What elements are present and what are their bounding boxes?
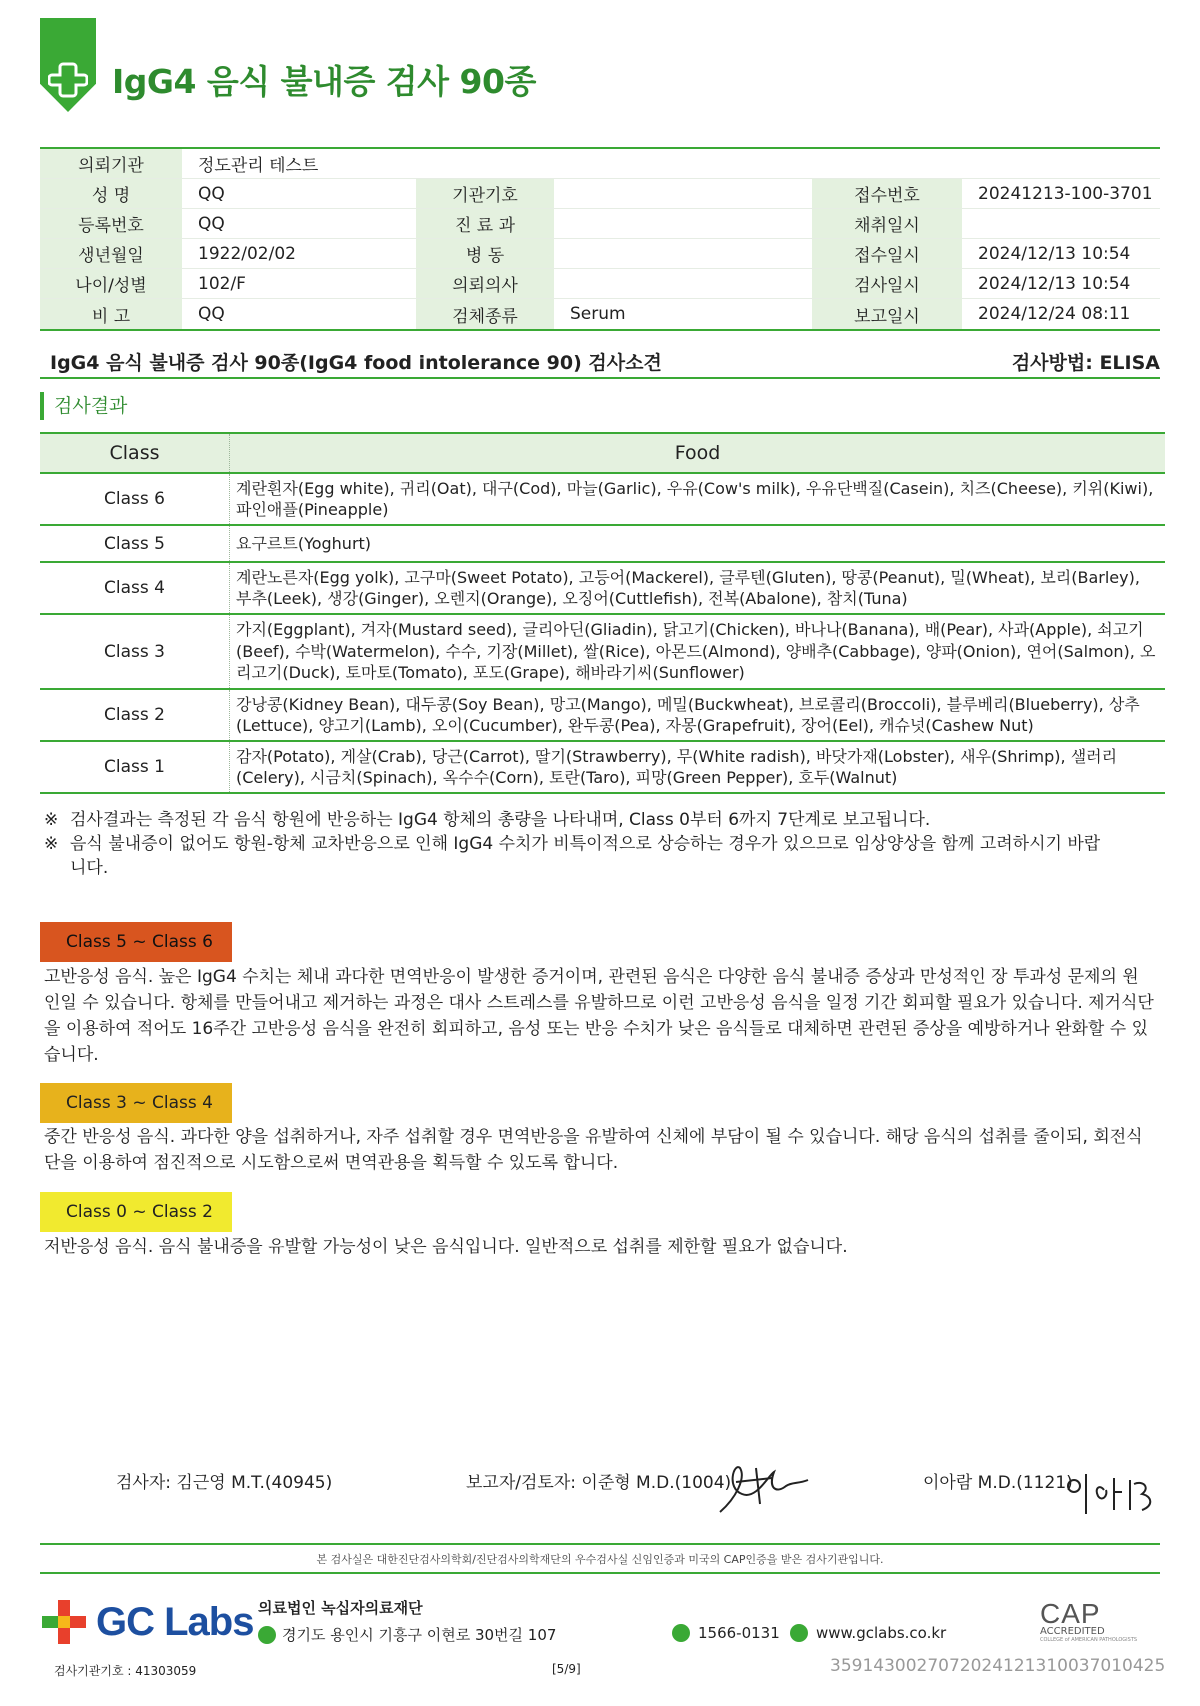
doctor-signature <box>1064 1470 1160 1518</box>
age-sex-value: 102/F <box>198 273 246 294</box>
report-time-label: 보고일시 <box>812 299 962 329</box>
reviewer-signature-label: 보고자/검토자: 이준형 M.D.(1004) <box>466 1473 732 1493</box>
table-row <box>40 474 1165 526</box>
institution-code: 검사기관기호 : 41303059 <box>54 1664 197 1678</box>
cap-accredited-text: ACCREDITED <box>1040 1626 1105 1637</box>
page-number: [5/9] <box>552 1662 581 1676</box>
receipt-number-label: 접수번호 <box>812 179 962 208</box>
cap-college-text: COLLEGE of AMERICAN PATHOLOGISTS <box>1040 1637 1138 1643</box>
food-cell: 강낭콩(Kidney Bean), 대두콩(Soy Bean), 망고(Mango), 메밀(Buckwheat), 브로콜리(Broccoli), 블루베리(Blueberry), 상추(Lettuce), 양고기(Lamb), 오이(Cucumber), 완두콩(Pea), 자몽(Grapefruit), 장어(Eel), 캐슈넛(Cashew Nut) <box>236 694 1140 735</box>
website[interactable] <box>790 1624 946 1642</box>
info-row <box>40 299 1160 329</box>
class-0-2-description: 저반응성 음식. 음식 불내증을 유발할 가능성이 낮은 음식입니다. 일반적으로 섭취를 제한할 필요가 없습니다. <box>44 1237 848 1257</box>
class-cell: Class 5 <box>40 526 230 561</box>
registration-value: QQ <box>198 213 225 234</box>
class-cell: Class 4 <box>40 563 230 613</box>
note-item <box>44 808 1104 832</box>
table-row <box>40 615 1165 690</box>
note-mark: ※ <box>44 810 59 830</box>
results-subtitle: 검사결과 <box>40 392 127 420</box>
referring-doctor-label: 의뢰의사 <box>416 269 554 298</box>
test-method: 검사방법: ELISA <box>1011 351 1160 374</box>
class-0-2-badge: Class 0 ~ Class 2 <box>40 1192 232 1232</box>
findings-header <box>40 345 1160 379</box>
food-cell: 요구르트(Yoghurt) <box>236 533 372 553</box>
website-text[interactable]: www.gclabs.co.kr <box>816 1624 947 1642</box>
remarks-value: QQ <box>198 304 225 324</box>
class-cell: Class 6 <box>40 474 230 524</box>
organization-name: 의료법인 녹십자의료재단 <box>258 1599 423 1617</box>
class-5-6-badge: Class 5 ~ Class 6 <box>40 922 232 962</box>
ward-value <box>554 239 812 268</box>
info-row <box>40 269 1160 299</box>
phone <box>672 1624 780 1642</box>
birthdate-value: 1922/02/02 <box>198 243 296 264</box>
table-row <box>40 526 1165 563</box>
food-cell: 감자(Potato), 게살(Crab), 당근(Carrot), 딸기(Strawberry), 무(White radish), 바닷가재(Lobster), 새우(Shrimp), 샐러리(Celery), 시금치(Spinach), 옥수수(Corn), 토란(Taro), 피망(Green Pepper), 호두(Walnut) <box>236 746 1118 787</box>
tester-signature-label: 검사자: 김근영 M.T.(40945) <box>116 1473 333 1493</box>
department-value <box>554 209 812 238</box>
document-title: IgG4 음식 불내증 검사 90종 <box>112 62 536 101</box>
food-cell: 계란노른자(Egg yolk), 고구마(Sweet Potato), 고등어(Mackerel), 글루텐(Gluten), 땅콩(Peanut), 밀(Wheat), 보리(Barley), 부추(Leek), 생강(Ginger), 오렌지(Orange), 오징어(Cuttlefish), 전복(Abalone), 참치(Tuna) <box>236 567 1140 608</box>
table-row <box>40 690 1165 742</box>
test-time-label: 검사일시 <box>812 269 962 298</box>
receipt-number-value: 20241213-100-3701 <box>978 183 1153 204</box>
receipt-time-label: 접수일시 <box>812 239 962 268</box>
class-cell: Class 2 <box>40 690 230 740</box>
phone-icon <box>672 1624 690 1642</box>
institution-code-value <box>554 179 812 208</box>
info-row <box>40 209 1160 239</box>
report-time-value: 2024/12/24 08:11 <box>978 304 1131 324</box>
gc-cross-icon <box>40 1598 88 1646</box>
result-notes <box>44 808 1104 880</box>
patient-info-table <box>40 147 1160 331</box>
results-table-header <box>40 434 1165 474</box>
class-cell: Class 3 <box>40 615 230 688</box>
gc-logo-badge <box>40 18 96 112</box>
home-icon <box>790 1624 808 1642</box>
gc-labs-logo <box>40 1598 253 1646</box>
table-row <box>40 742 1165 794</box>
institution-code-label: 기관기호 <box>416 179 554 208</box>
cap-text: CAP <box>1040 1598 1101 1629</box>
age-sex-label: 나이/성별 <box>40 269 182 298</box>
specimen-type-value: Serum <box>570 304 626 324</box>
department-label: 진 료 과 <box>416 209 554 238</box>
results-table <box>40 432 1165 794</box>
info-row-institution <box>40 149 1160 179</box>
name-label: 성 명 <box>40 179 182 208</box>
remarks-label: 비 고 <box>40 299 182 329</box>
food-cell: 계란흰자(Egg white), 귀리(Oat), 대구(Cod), 마늘(Garlic), 우유(Cow's milk), 우유단백질(Casein), 치즈(Cheese), 키위(Kiwi), 파인애플(Pineapple) <box>236 478 1154 519</box>
reviewer-signature <box>716 1458 812 1518</box>
gc-cross-icon <box>48 60 88 100</box>
table-row <box>40 563 1165 615</box>
location-icon <box>258 1626 276 1644</box>
test-time-value: 2024/12/13 10:54 <box>978 273 1131 294</box>
info-row <box>40 239 1160 269</box>
gc-labs-wordmark: GC Labs <box>96 1599 254 1644</box>
note-text: 검사결과는 측정된 각 음식 항원에 반응하는 IgG4 항체의 총량을 나타내며, Class 0부터 6까지 7단계로 보고됩니다. <box>70 810 931 830</box>
note-mark: ※ <box>44 834 59 854</box>
ward-label: 병 동 <box>416 239 554 268</box>
class-cell: Class 1 <box>40 742 230 792</box>
footer-divider <box>40 1572 1160 1574</box>
note-text: 음식 불내증이 없어도 항원-항체 교차반응으로 인해 IgG4 수치가 비특이적으로 상승하는 경우가 있으므로 임상양상을 함께 고려하시기 바랍니다. <box>70 834 1101 878</box>
findings-title: IgG4 음식 불내증 검사 90종(IgG4 food intolerance 90) 검사소견 <box>50 351 662 374</box>
class-3-4-badge: Class 3 ~ Class 4 <box>40 1083 232 1123</box>
institution-label: 의뢰기관 <box>40 149 182 178</box>
address <box>258 1624 556 1645</box>
name-value: QQ <box>198 183 225 204</box>
receipt-time-value: 2024/12/13 10:54 <box>978 243 1131 264</box>
food-cell: 가지(Eggplant), 겨자(Mustard seed), 글리아딘(Gliadin), 닭고기(Chicken), 바나나(Banana), 배(Pear), 사과(Apple), 쇠고기(Beef), 수박(Watermelon), 수수, 기장(Millet), 쌀(Rice), 아몬드(Almond), 양배추(Cabbage), 양파(Onion), 연어(Salmon), 오리고기(Duck), 토마토(Tomato), 포도(Grape), 해바라기씨(Sunflower) <box>236 620 1156 683</box>
collection-time-value <box>962 209 1160 238</box>
registration-label: 등록번호 <box>40 209 182 238</box>
address-text: 경기도 용인시 기흥구 이현로 30번길 107 <box>282 1626 557 1644</box>
class-column-header: Class <box>40 434 230 472</box>
birthdate-label: 생년월일 <box>40 239 182 268</box>
info-row <box>40 179 1160 209</box>
referring-doctor-value <box>554 269 812 298</box>
phone-text: 1566-0131 <box>698 1624 780 1642</box>
barcode-number: 35914300270720241213100370104​25 <box>830 1656 1166 1676</box>
note-item <box>44 832 1104 880</box>
doctor-signature-label: 이아람 M.D.(1121) <box>923 1473 1073 1493</box>
food-column-header: Food <box>674 442 721 464</box>
institution-value: 정도관리 테스트 <box>198 156 319 176</box>
collection-time-label: 채취일시 <box>812 209 962 238</box>
class-3-4-description: 중간 반응성 음식. 과다한 양을 섭취하거나, 자주 섭취할 경우 면역반응을 유발하여 신체에 부담이 될 수 있습니다. 해당 음식의 섭취를 줄이되, 회전식단을 이용하여 점진적으로 시도함으로써 면역관용을 획득할 수 있도록 합니다. <box>44 1127 1143 1173</box>
class-5-6-description: 고반응성 음식. 높은 IgG4 수치는 체내 과다한 면역반응이 발생한 증거이며, 관련된 음식은 다양한 음식 불내증 증상과 만성적인 장 투과성 문제의 원인일 수 있습니다. 항체를 만들어내고 제거하는 과정은 대사 스트레스를 유발하므로 이런 고반응성 음식을 일정 기간 회피할 필요가 있습니다. 제거식단을 이용하여 적어도 16주간 고반응성 음식을 완전히 회피하고, 음성 또는 반응 수치가 낮은 음식들로 대체하면 관련된 증상을 예방하거나 완화할 수 있습니다. <box>44 967 1154 1065</box>
certification-notice: 본 검사실은 대한진단검사의학회/진단검사의학재단의 우수검사실 신임인증과 미국의 CAP인증을 받은 검사기관입니다. <box>316 1553 884 1566</box>
specimen-type-label: 검체종류 <box>416 299 554 329</box>
footer-divider <box>40 1543 1160 1545</box>
cap-accredited-logo <box>1040 1598 1160 1643</box>
